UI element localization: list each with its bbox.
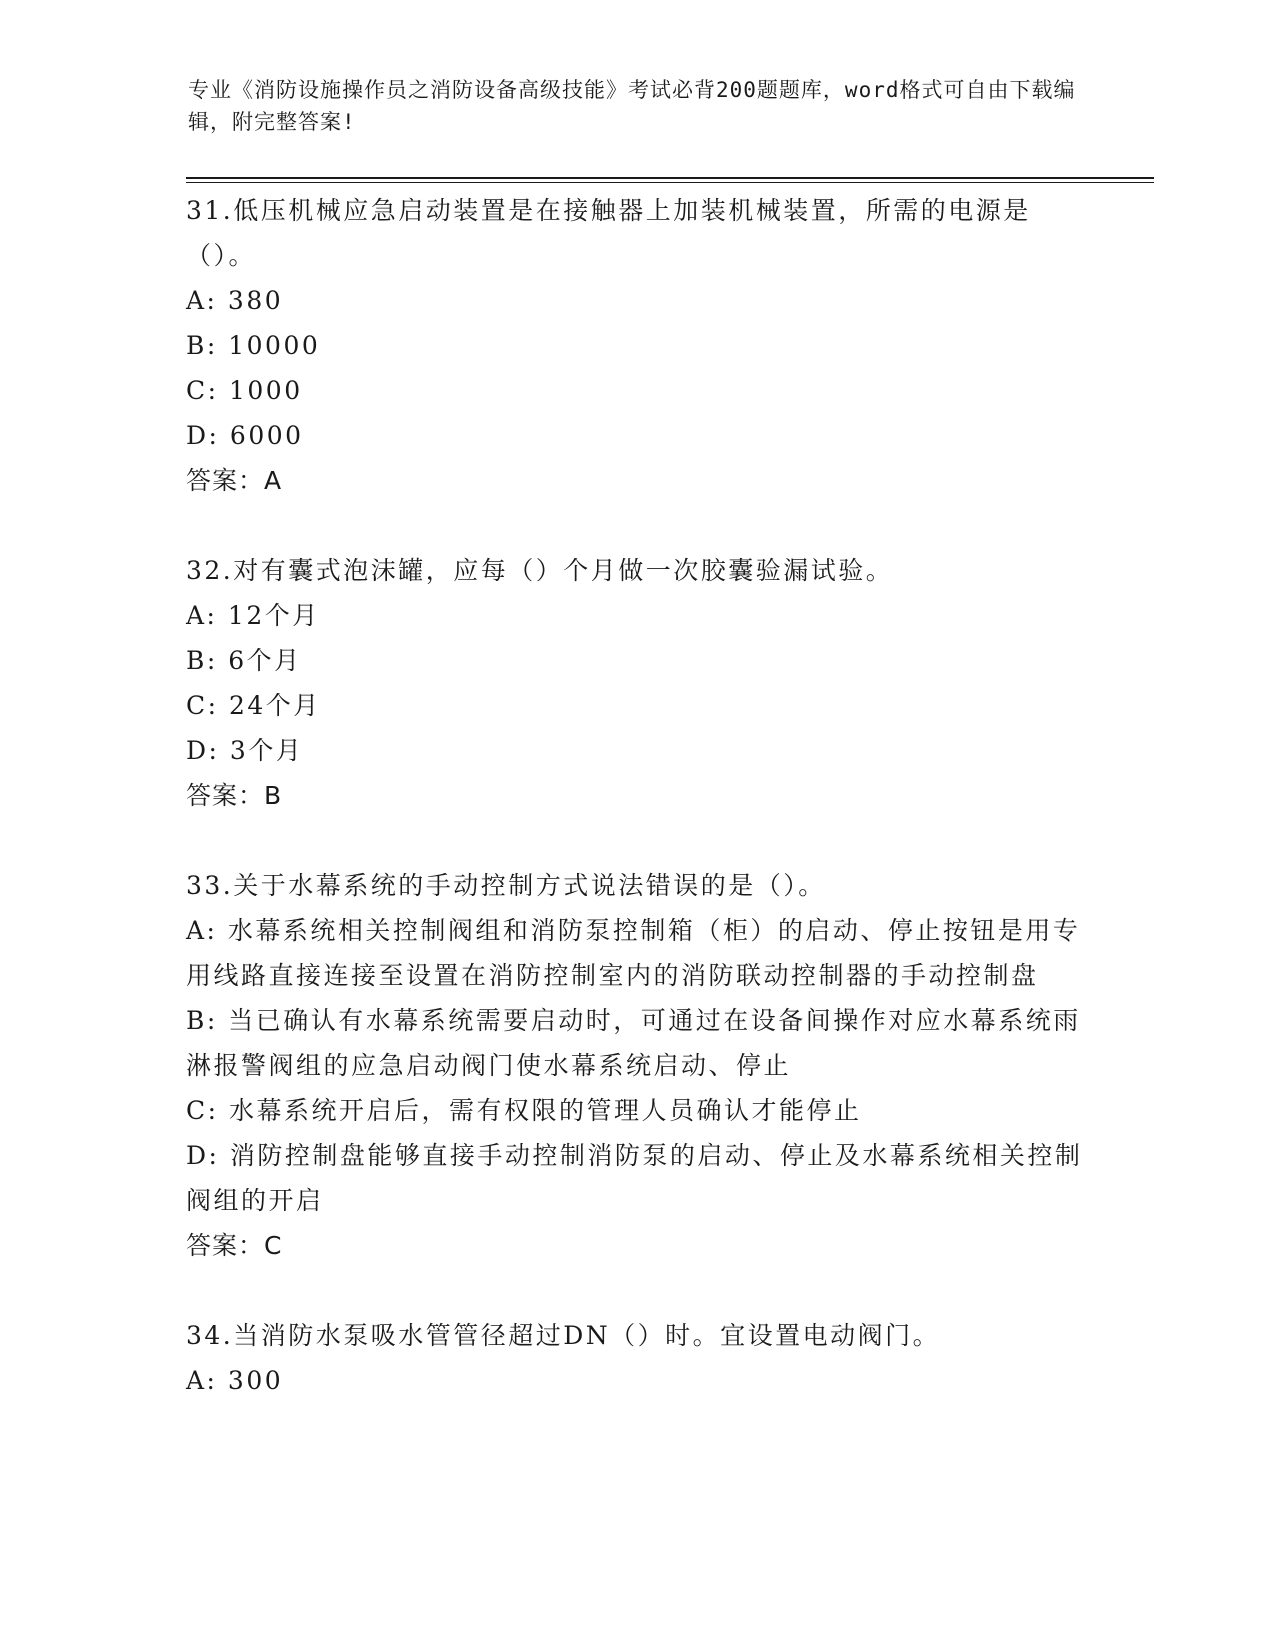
option-c: C: 水幕系统开启后，需有权限的管理人员确认才能停止	[186, 1096, 862, 1125]
answer: 答案：B	[186, 781, 283, 810]
option-d: D: 消防控制盘能够直接手动控制消防泵的启动、停止及水幕系统相关控制阀组的开启	[186, 1141, 1083, 1215]
option-c: C: 24个月	[186, 691, 321, 720]
option-d: D: 3个月	[186, 736, 304, 765]
question-31	[186, 188, 1086, 503]
question-text: 31.低压机械应急启动装置是在接触器上加装机械装置，所需的电源是（）。	[186, 196, 1031, 270]
option-c: C: 1000	[186, 376, 303, 405]
header-divider-thin	[186, 182, 1154, 183]
option-a: A: 300	[186, 1366, 284, 1395]
header-divider	[186, 177, 1154, 179]
spacer	[186, 1268, 1086, 1313]
option-b: B: 10000	[186, 331, 321, 360]
answer: 答案：C	[186, 1231, 283, 1260]
option-b: B: 当已确认有水幕系统需要启动时，可通过在设备间操作对应水幕系统雨淋报警阀组的应急启动阀门使水幕系统启动、停止	[186, 1006, 1081, 1080]
question-text: 32.对有囊式泡沫罐，应每（）个月做一次胶囊验漏试验。	[186, 556, 894, 585]
document-header: 专业《消防设施操作员之消防设备高级技能》考试必背200题题库，word格式可自由下载编辑，附完整答案!	[188, 78, 1076, 134]
answer: 答案：A	[186, 466, 283, 495]
question-text: 33.关于水幕系统的手动控制方式说法错误的是（）。	[186, 871, 826, 900]
question-text: 34.当消防水泵吸水管管径超过DN（）时。宜设置电动阀门。	[186, 1321, 941, 1350]
option-b: B: 6个月	[186, 646, 302, 675]
option-a: A: 12个月	[186, 601, 320, 630]
spacer	[186, 818, 1086, 863]
question-32	[186, 548, 1086, 818]
question-33	[186, 863, 1086, 1268]
option-a: A: 水幕系统相关控制阀组和消防泵控制箱（柜）的启动、停止按钮是用专用线路直接连接至设置在消防控制室内的消防联动控制器的手动控制盘	[186, 916, 1081, 990]
spacer	[186, 503, 1086, 548]
question-list	[186, 188, 1086, 1403]
question-34	[186, 1313, 1086, 1403]
option-a: A: 380	[186, 286, 284, 315]
option-d: D: 6000	[186, 421, 304, 450]
